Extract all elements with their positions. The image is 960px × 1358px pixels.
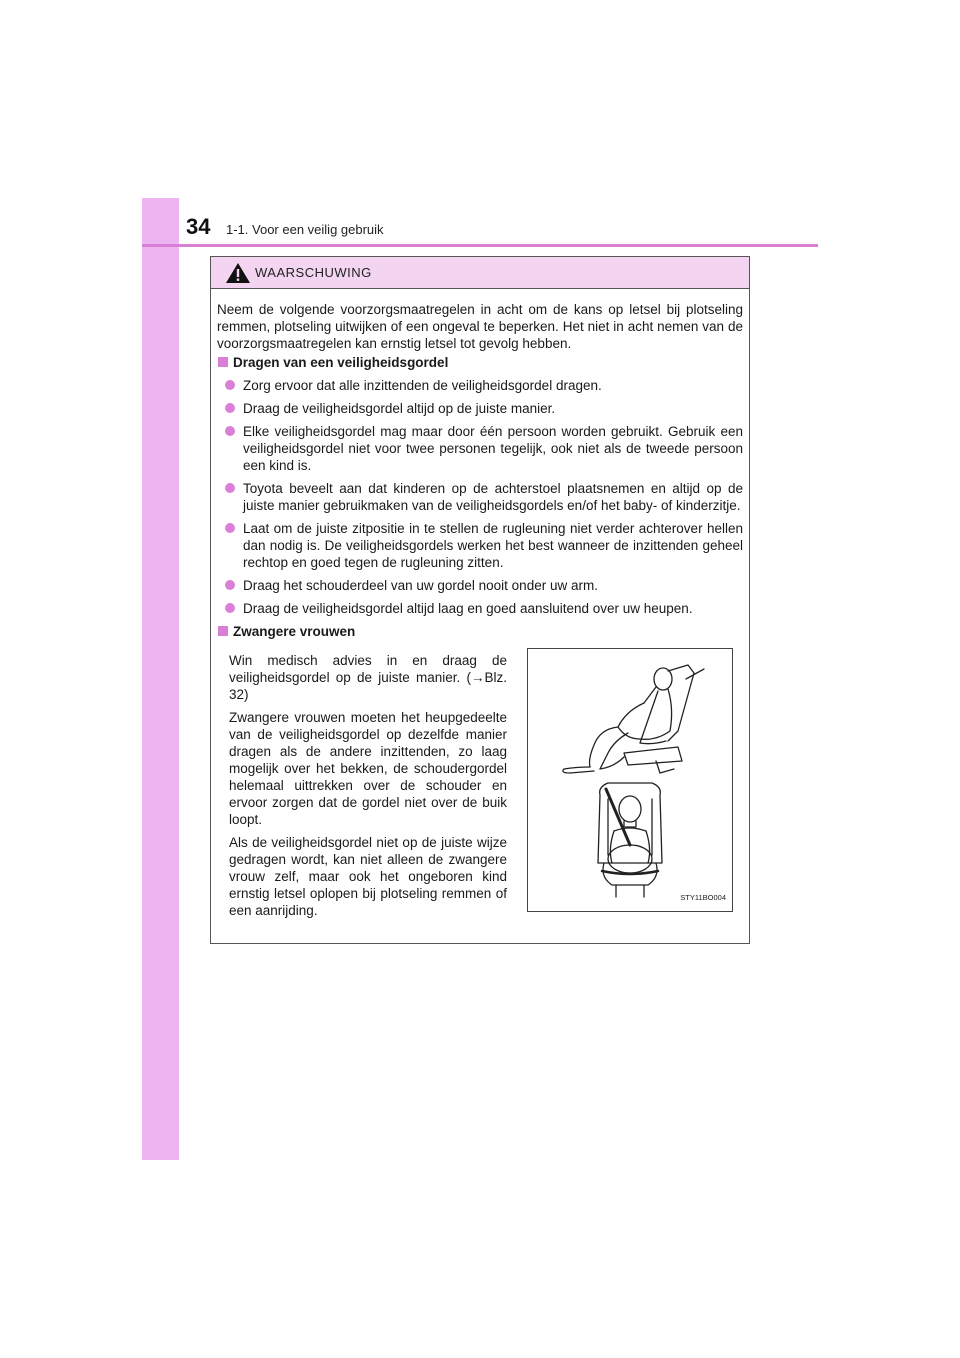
square-bullet-icon — [218, 357, 228, 367]
pregnant-text — [229, 652, 507, 925]
illustration-image — [528, 649, 732, 899]
warning-triangle-icon — [225, 262, 251, 284]
header-rule — [142, 244, 818, 247]
list-item: Zorg ervoor dat alle inzittenden de veiligheidsgordel dragen. — [225, 377, 743, 394]
section-heading-seatbelt: Dragen van een veiligheidsgordel — [217, 354, 743, 371]
list-item: Draag de veiligheidsgordel altijd laag en goed aansluitend over uw heupen. — [225, 600, 743, 617]
list-item: Laat om de juiste zitpositie in te stellen de rugleuning niet verder achterover hellen dan nodig is. De veiligheidsgordels werken het best wanneer de inzittenden geheel rechtop en goed tegen de rugleuning zitten. — [225, 520, 743, 571]
dot-bullet-icon — [225, 380, 235, 390]
list-item: Draag het schouderdeel van uw gordel nooit onder uw arm. — [225, 577, 743, 594]
dot-bullet-icon — [225, 580, 235, 590]
dot-bullet-icon — [225, 523, 235, 533]
section-title: 1-1. Voor een veilig gebruik — [226, 222, 384, 237]
chapter-side-tab — [142, 198, 179, 1160]
pregnant-seatbelt-illustration — [527, 648, 733, 912]
warning-header — [211, 257, 749, 289]
dot-bullet-icon — [225, 403, 235, 413]
dot-bullet-icon — [225, 603, 235, 613]
list-item: Elke veiligheidsgordel mag maar door één persoon worden gebruikt. Gebruik een veiligheidsgordel niet voor twee personen tegelijk, ook niet als de tweede persoon een kind is. — [225, 423, 743, 474]
warning-title: WAARSCHUWING — [255, 265, 372, 280]
warning-box — [210, 256, 750, 944]
pregnant-para-1: Win medisch advies in en draag de veiligheidsgordel op de juiste manier. (→Blz. 32) — [229, 653, 507, 702]
warning-intro: Neem de volgende voorzorgsmaatregelen in acht om de kans op letsel bij plotseling remmen, plotseling uitwijken of een ongeval te beperken. Het niet in acht nemen van de voorzorgsmaatregelen kan ernstig letsel tot gevolg hebben. — [217, 302, 743, 351]
list-item: Toyota beveelt aan dat kinderen op de achterstoel plaatsnemen en altijd op de juiste manier gebruikmaken van de veiligheidsgordels en/of het baby- of kinderzitje. — [225, 480, 743, 514]
page-number: 34 — [186, 214, 211, 239]
dot-bullet-icon — [225, 426, 235, 436]
square-bullet-icon — [218, 626, 228, 636]
list-item: Draag de veiligheidsgordel altijd op de juiste manier. — [225, 400, 743, 417]
pregnant-section — [217, 646, 743, 916]
dot-bullet-icon — [225, 483, 235, 493]
pregnant-para-3: Als de veiligheidsgordel niet op de juiste wijze gedragen wordt, kan niet alleen de zwangere vrouw zelf, maar ook het ongeboren kind ernstig letsel oplopen bij plotseling remmen of een aanrijding. — [229, 835, 507, 918]
pregnant-para-2: Zwangere vrouwen moeten het heupgedeelte van de veiligheidsgordel op dezelfde manier dragen als de andere inzittenden, zo laag mogelijk over het bekken, de schoudergordel helemaal uittrekken over de schouder en ervoor zorgen dat de gordel niet over de buik loopt. — [229, 710, 507, 827]
section-heading-pregnant: Zwangere vrouwen — [217, 623, 743, 640]
warning-body — [217, 301, 743, 916]
figure-code: STY11BO004 — [680, 893, 726, 902]
